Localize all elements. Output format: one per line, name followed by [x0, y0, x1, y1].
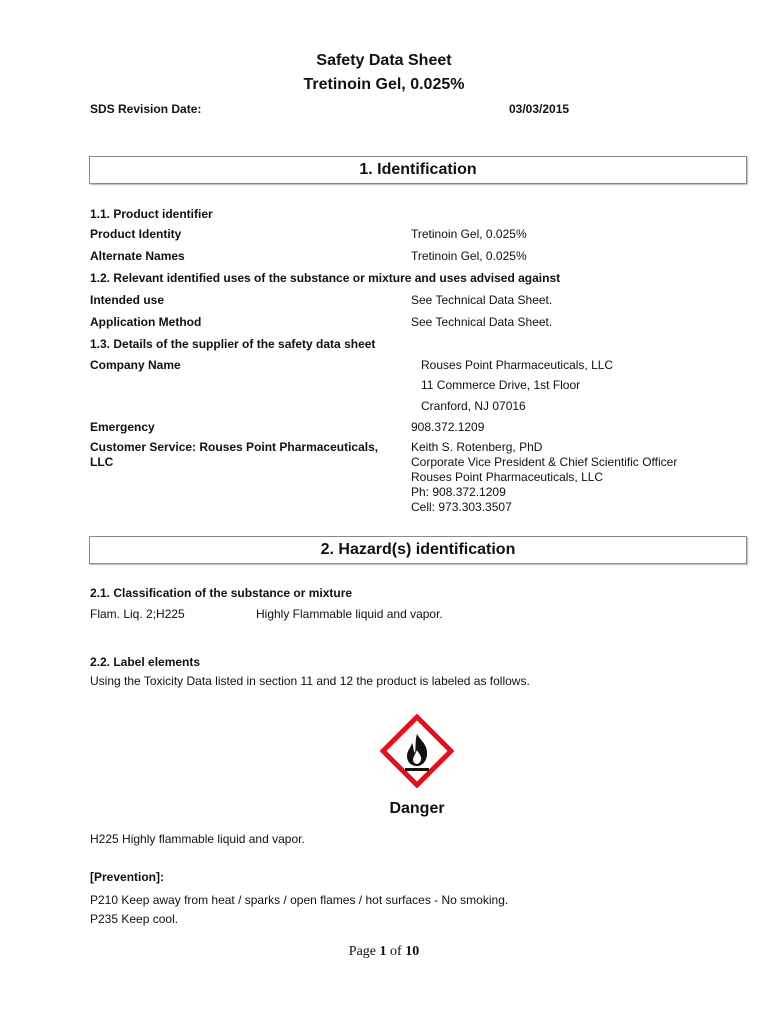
customer-service-label: [90, 440, 378, 470]
prevention-heading: [Prevention]:: [90, 870, 165, 884]
application-method-label: Application Method: [90, 315, 202, 329]
section-2-heading: [89, 536, 747, 564]
page-number-footer: [0, 944, 768, 960]
precaution-p210: P210 Keep away from heat / sparks / open flames / hot surfaces - No smoking.: [90, 893, 509, 907]
contact-phone: Ph: 908.372.1209: [411, 485, 506, 499]
supplier-subheading: 1.3. Details of the supplier of the safety data sheet: [90, 337, 376, 351]
page-total: 10: [405, 944, 420, 959]
alternate-names-label: Alternate Names: [90, 249, 185, 263]
signal-word: Danger: [389, 800, 445, 817]
customer-service-contact: [411, 440, 677, 515]
of-word: of: [390, 944, 402, 959]
product-title: Tretinoin Gel, 0.025%: [303, 76, 465, 93]
document-title: Safety Data Sheet: [316, 52, 452, 69]
application-method-value: See Technical Data Sheet.: [411, 315, 553, 329]
intended-use-value: See Technical Data Sheet.: [411, 293, 553, 307]
page-current: 1: [379, 944, 387, 959]
contact-title: Corporate Vice President & Chief Scientific Officer: [411, 455, 678, 469]
revision-date: 03/03/2015: [509, 102, 570, 116]
classification-description: Highly Flammable liquid and vapor.: [256, 607, 443, 621]
product-identity-value: Tretinoin Gel, 0.025%: [411, 227, 527, 241]
uses-subheading: 1.2. Relevant identified uses of the substance or mixture and uses advised against: [90, 271, 561, 285]
company-name-label: Company Name: [90, 358, 181, 372]
company-line-city: Cranford, NJ 07016: [421, 399, 526, 413]
emergency-value: 908.372.1209: [411, 420, 485, 434]
alternate-names-value: Tretinoin Gel, 0.025%: [411, 249, 527, 263]
section-1-heading-text: 1. Identification: [359, 161, 477, 178]
hazard-statement: H225 Highly flammable liquid and vapor.: [90, 832, 305, 846]
contact-name: Keith S. Rotenberg, PhD: [411, 440, 543, 454]
intended-use-label: Intended use: [90, 293, 165, 307]
emergency-label: Emergency: [90, 420, 155, 434]
classification-code: Flam. Liq. 2;H225: [90, 607, 185, 621]
section-1-heading: [89, 156, 747, 184]
classification-subheading: 2.1. Classification of the substance or mixture: [90, 586, 353, 600]
revision-label: SDS Revision Date:: [90, 102, 202, 116]
company-line-name: Rouses Point Pharmaceuticals, LLC: [421, 358, 614, 372]
precaution-p235: P235 Keep cool.: [90, 912, 179, 926]
label-elements-subheading: 2.2. Label elements: [90, 655, 201, 669]
page-word: Page: [348, 944, 377, 959]
label-elements-intro: Using the Toxicity Data listed in section 11 and 12 the product is labeled as follows.: [90, 674, 530, 688]
contact-cell: Cell: 973.303.3507: [411, 500, 512, 514]
product-identity-label: Product Identity: [90, 227, 182, 241]
customer-service-label-line-2: LLC: [90, 455, 114, 469]
section-2-heading-text: 2. Hazard(s) identification: [320, 541, 516, 558]
contact-company: Rouses Point Pharmaceuticals, LLC: [411, 470, 604, 484]
customer-service-label-line-1: Customer Service: Rouses Point Pharmaceuticals,: [90, 440, 379, 454]
product-identifier-subheading: 1.1. Product identifier: [90, 207, 213, 221]
company-line-street: 11 Commerce Drive, 1st Floor: [421, 378, 581, 392]
flame-pictogram-icon: [380, 714, 454, 788]
